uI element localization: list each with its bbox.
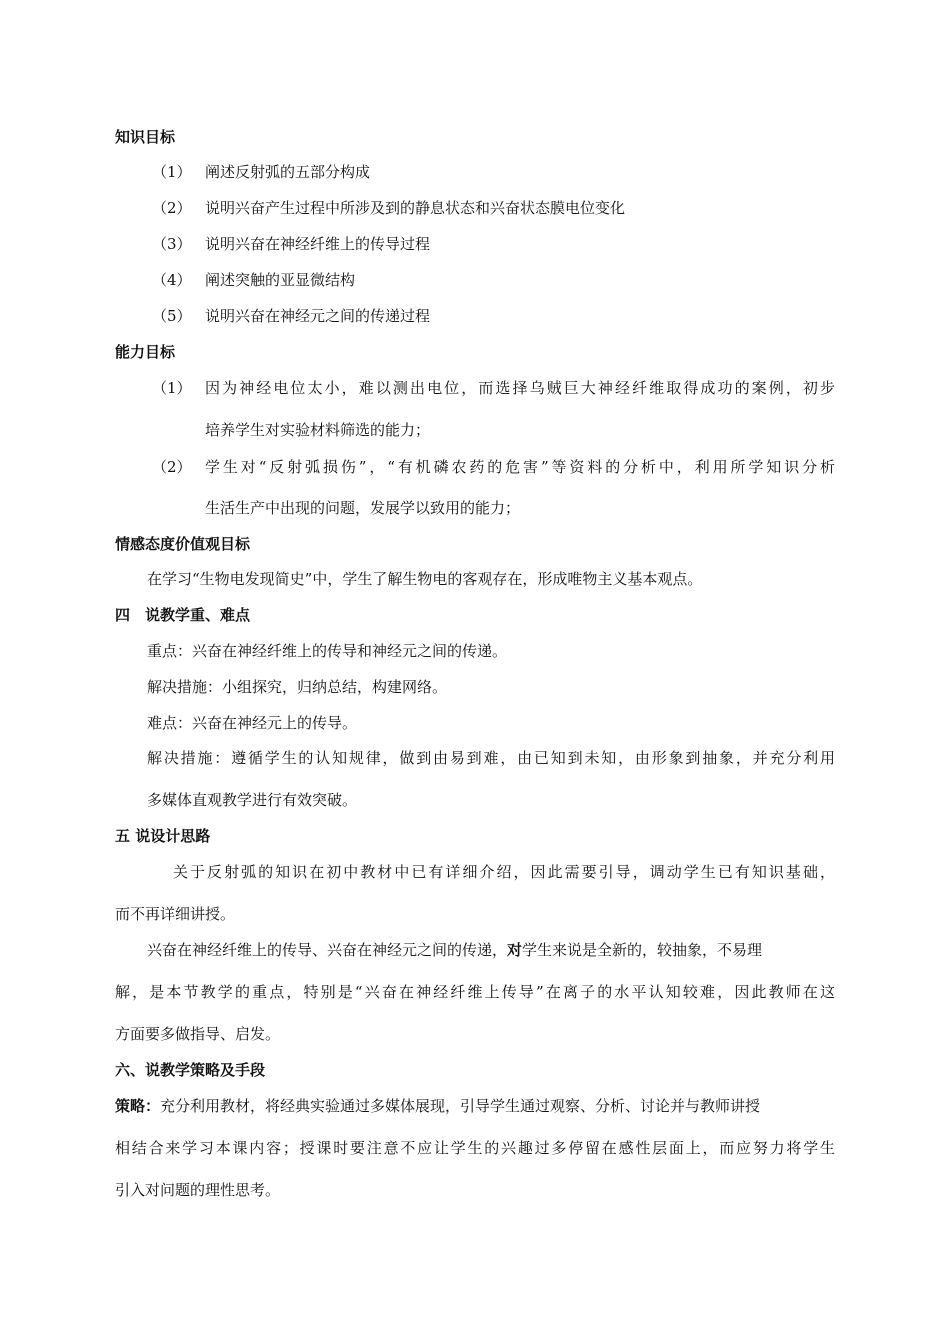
section6-line1-text: 充分利用教材，将经典实验通过多媒体展现，引导学生通过观察、分析、讨论并与教师讲授: [160, 1097, 761, 1115]
section5-p2-line1: [147, 940, 762, 960]
ability-item-2-num: （2）: [152, 458, 192, 476]
section6-heading: 六、说教学策略及手段: [115, 1061, 266, 1079]
section5-p2-line2: 解，是本节教学的重点，特别是“兴奋在神经纤维上传导”在离子的水平认知较难，因此教师在这: [115, 983, 835, 1001]
key-point: 重点：兴奋在神经纤维上的传导和神经元之间的传递。: [147, 642, 508, 660]
ability-item-2-line2: 生活生产中出现的问题，发展学以致用的能力；: [205, 499, 521, 517]
knowledge-item-1-text: 阐述反射弧的五部分构成: [205, 163, 371, 181]
knowledge-item-2-num: （2）: [152, 199, 192, 217]
strategy-label: 策略：: [115, 1097, 161, 1115]
section5-p1-line2: 而不再详细讲授。: [115, 905, 236, 923]
section5-p2-line1-bold: 对: [507, 941, 523, 959]
section5-heading: 五 说设计思路: [115, 827, 211, 845]
knowledge-item-1-num: （1）: [152, 163, 192, 181]
section6-line1: [115, 1096, 760, 1116]
ability-item-1-line2: 培养学生对实验材料筛选的能力；: [205, 421, 431, 439]
knowledge-item-3-num: （3）: [152, 235, 192, 253]
section6-line3: 引入对问题的理性思考。: [115, 1181, 281, 1199]
emotion-text: 在学习“生物电发现简史”中，学生了解生物电的客观存在，形成唯物主义基本观点。: [147, 570, 703, 588]
key-solution: 解决措施：小组探究，归纳总结，构建网络。: [147, 678, 448, 696]
difficulty-solution-line1: 解决措施：遵循学生的认知规律，做到由易到难，由已知到未知，由形象到抽象，并充分利用: [147, 749, 835, 767]
knowledge-item-3-text: 说明兴奋在神经纤维上的传导过程: [205, 235, 431, 253]
knowledge-item-5-text: 说明兴奋在神经元之间的传递过程: [205, 307, 431, 325]
difficulty: 难点：兴奋在神经元上的传导。: [147, 714, 358, 732]
emotion-heading: 情感态度价值观目标: [115, 535, 251, 553]
section5-p2-line1-a: 兴奋在神经纤维上的传导、兴奋在神经元之间的传递，: [147, 941, 508, 959]
knowledge-item-5-num: （5）: [152, 307, 192, 325]
ability-item-2-line1: 学生对“反射弧损伤”，“有机磷农药的危害”等资料的分析中，利用所学知识分析: [205, 458, 835, 476]
ability-heading: 能力目标: [115, 343, 176, 361]
section4-heading: 四 说教学重、难点: [115, 606, 251, 624]
knowledge-item-4-num: （4）: [152, 271, 192, 289]
difficulty-solution-line2: 多媒体直观教学进行有效突破。: [147, 791, 358, 809]
section6-line2: 相结合来学习本课内容；授课时要注意不应让学生的兴趣过多停留在感性层面上，而应努力将学生: [115, 1139, 835, 1157]
section5-p2-line3: 方面要多做指导、启发。: [115, 1025, 281, 1043]
ability-item-1-num: （1）: [152, 379, 192, 397]
section5-p2-line1-b: 学生来说是全新的，较抽象，不易理: [522, 941, 763, 959]
knowledge-item-2-text: 说明兴奋产生过程中所涉及到的静息状态和兴奋状态膜电位变化: [205, 199, 626, 217]
knowledge-item-4-text: 阐述突触的亚显微结构: [205, 271, 356, 289]
section5-p1-line1: 关于反射弧的知识在初中教材中已有详细介绍，因此需要引导，调动学生已有知识基础，: [173, 863, 835, 881]
knowledge-heading: 知识目标: [115, 128, 176, 146]
ability-item-1-line1: 因为神经电位太小，难以测出电位，而选择乌贼巨大神经纤维取得成功的案例，初步: [205, 379, 835, 397]
